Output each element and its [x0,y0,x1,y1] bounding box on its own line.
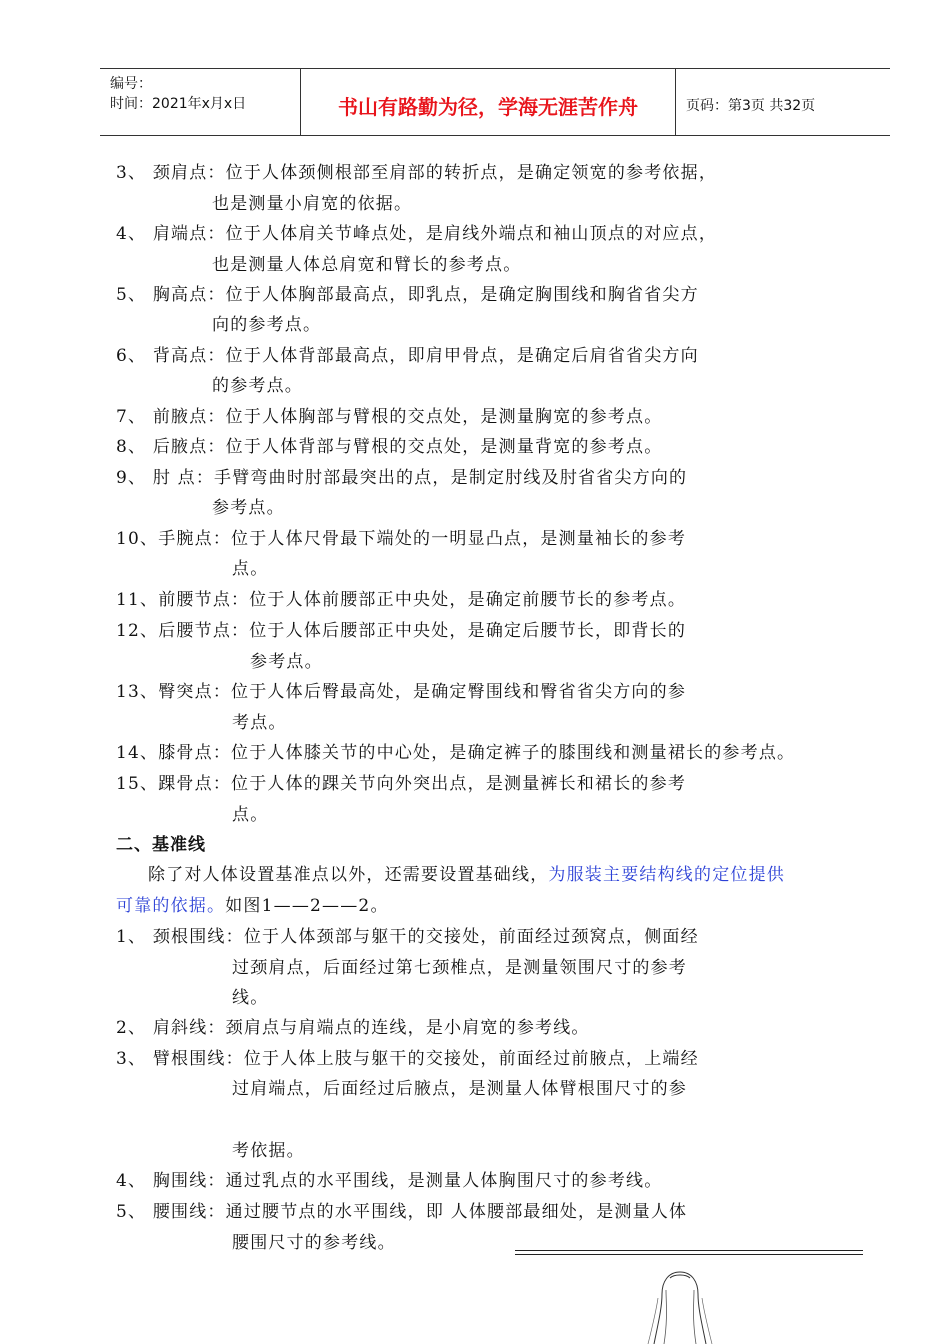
point-5-line1: 5、 胸高点：位于人体胸部最高点，即乳点，是确定胸围线和胸省省尖方 [116,285,699,305]
point-7-line1: 7、 前腋点：位于人体胸部与臂根的交点处，是测量胸宽的参考点。 [116,407,663,427]
section2-intro-line1 [148,864,785,886]
point-14-line1: 14、膝骨点：位于人体膝关节的中心处，是确定裤子的膝围线和测量裙长的参考点。 [116,743,796,763]
section2-intro-line2 [116,895,389,917]
line-3-line2: 过肩端点，后面经过后腋点，是测量人体臂根围尺寸的参 [232,1079,687,1099]
figure-top-rule-2 [515,1254,863,1255]
intro-text-a: 除了对人体设置基准点以外，还需要设置基础线， [148,865,549,885]
point-13-line2: 考点。 [232,713,287,733]
point-5-line2: 向的参考点。 [212,315,322,335]
line-1-line1: 1、 颈根围线：位于人体颈部与躯干的交接处，前面经过颈窝点，侧面经 [116,927,699,947]
line-5-line2: 腰围尺寸的参考线。 [232,1233,396,1253]
line-5-line1: 5、 腰围线：通过腰节点的水平围线，即 人体腰部最细处，是测量人体 [116,1202,688,1222]
line-3-line1: 3、 臂根围线：位于人体上肢与躯干的交接处，前面经过前腋点，上端经 [116,1049,699,1069]
point-6-line2: 的参考点。 [212,376,303,396]
line-2-line1: 2、 肩斜线：颈肩点与肩端点的连线，是小肩宽的参考线。 [116,1018,590,1038]
point-12-line1: 12、后腰节点：位于人体后腰部正中央处，是确定后腰节长，即背长的 [116,621,687,641]
intro-text-link-cont: 可靠的依据。 [116,896,226,916]
point-4-line2: 也是测量人体总肩宽和臂长的参考点。 [212,255,522,275]
line-1-line2: 过颈肩点，后面经过第七颈椎点，是测量领围尺寸的参考 [232,958,687,978]
point-3-line2: 也是测量小肩宽的依据。 [212,194,413,214]
intro-text-link: 为服装主要结构线的定位提供 [548,865,786,885]
document-time-label: 时间：2021年x月x日 [110,96,247,112]
page-header [100,68,890,136]
page-number-label: 页码：第3页 共32页 [686,98,816,114]
document-number-label: 编号： [110,76,152,92]
point-9-line1: 9、 肘 点：手臂弯曲时肘部最突出的点，是制定肘线及肘省省尖方向的 [116,468,688,488]
intro-figure-ref: 如图1——2——2。 [225,896,389,916]
point-11-line1: 11、前腰节点：位于人体前腰部正中央处，是确定前腰节长的参考点。 [116,590,687,610]
point-3-line1: 3、 颈肩点：位于人体颈侧根部至肩部的转折点，是确定领宽的参考依据， [116,163,718,183]
point-10-line1: 10、手腕点：位于人体尺骨最下端处的一明显凸点，是测量袖长的参考 [116,529,687,549]
point-12-line2: 参考点。 [250,652,323,672]
header-motto: 书山有路勤为径，学海无涯苦作舟 [338,95,638,119]
header-motto-cell [301,69,676,135]
point-13-line1: 13、臀突点：位于人体后臀最高处，是确定臀围线和臀省省尖方向的参 [116,682,687,702]
point-6-line1: 6、 背高点：位于人体背部最高点，即肩甲骨点，是确定后肩省省尖方向 [116,346,699,366]
header-meta-cell [100,69,301,135]
header-page-cell [676,69,890,135]
line-1-line3: 线。 [232,988,269,1008]
section-heading-baseline: 二、基准线 [116,835,206,855]
point-8-line1: 8、 后腋点：位于人体背部与臂根的交点处，是测量背宽的参考点。 [116,437,663,457]
point-15-line1: 15、踝骨点：位于人体的踝关节向外突出点，是测量裤长和裙长的参考 [116,774,687,794]
line-4-line1: 4、 胸围线：通过乳点的水平围线，是测量人体胸围尺寸的参考线。 [116,1171,663,1191]
point-10-line2: 点。 [232,559,269,579]
body-figure-illustration [640,1268,720,1344]
point-4-line1: 4、 肩端点：位于人体肩关节峰点处，是肩线外端点和袖山顶点的对应点， [116,224,718,244]
point-15-line2: 点。 [232,805,269,825]
figure-top-rule [515,1250,863,1251]
line-3-line3: 考依据。 [232,1141,305,1161]
point-9-line2: 参考点。 [212,498,285,518]
